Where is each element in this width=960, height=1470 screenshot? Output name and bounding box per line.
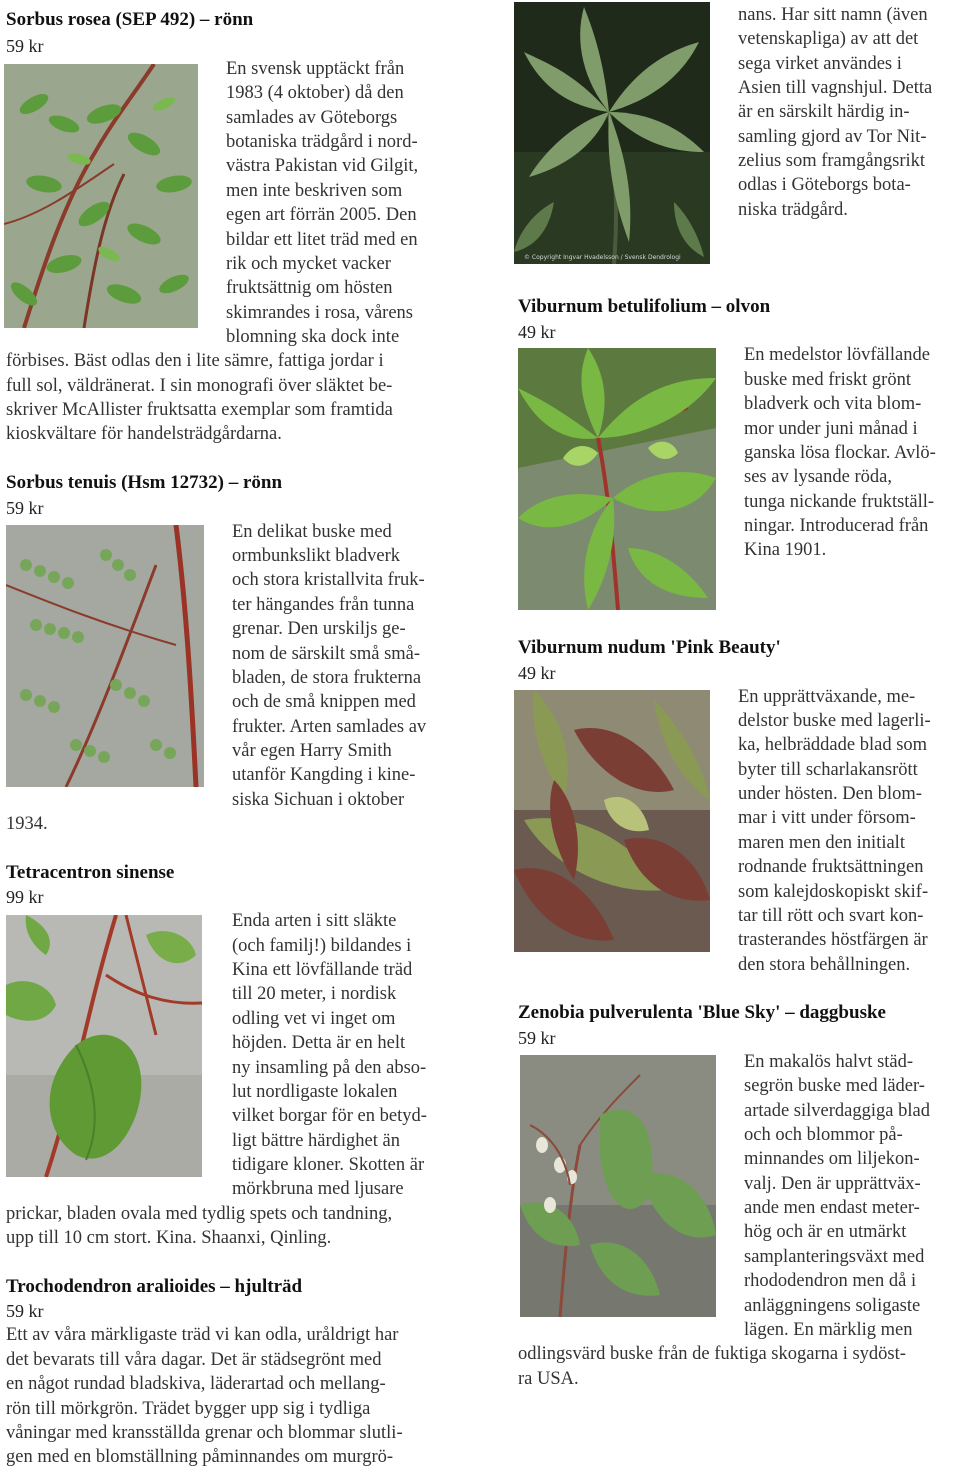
zenobia-line-14: ra USA. [518, 1369, 579, 1389]
sorbus-rosea-line-8: bildar ett litet träd med en [226, 230, 418, 250]
sorbus-tenuis-line-6: nom de särskilt små små- [232, 644, 421, 664]
zenobia-line-8: hög och är en utmärkt [744, 1222, 907, 1242]
tetracentron-line-9: vilket borgar för en betyd- [232, 1106, 427, 1126]
zenobia-line-11: anläggningens soligaste [744, 1296, 921, 1316]
zenobia-title: Zenobia pulverulenta 'Blue Sky' – daggbuske [518, 1002, 886, 1023]
trochodendron-cont-line-2: vetenskapliga) av att det [738, 29, 919, 49]
sorbus-rosea-line-15: skriver McAllister fruktsatta exemplar som framtida [6, 400, 393, 420]
tetracentron-line-5: odling vet vi inget om [232, 1009, 396, 1029]
trochodendron-line-2: det bevarats till våra dagar. Det är städsegrönt med [6, 1350, 382, 1370]
trochodendron-cont-line-1: nans. Har sitt namn (även [738, 5, 928, 25]
viburnum-betulifolium-line-4: mor under juni månad i [744, 419, 918, 439]
sorbus-rosea-price: 59 kr [6, 36, 44, 56]
viburnum-nudum-line-12: den stora behållningen. [738, 955, 911, 975]
viburnum-betulifolium-line-1: En medelstor lövfällande [744, 345, 930, 365]
trochodendron-cont-line-8: odlas i Göteborgs bota- [738, 175, 911, 195]
tetracentron-line-14: upp till 10 cm stort. Kina. Shaanxi, Qinling. [6, 1228, 332, 1248]
sorbus-rosea-line-4: botaniska trädgård i nord- [226, 132, 418, 152]
trochodendron-price: 59 kr [6, 1301, 44, 1321]
sorbus-tenuis-line-7: bladen, de stora frukterna [232, 668, 422, 688]
sorbus-tenuis-line-5: grenar. Den urskiljs ge- [232, 619, 406, 639]
viburnum-nudum-line-9: som kalejdoskopiskt skif- [738, 882, 929, 902]
tetracentron-line-12: mörkbruna med ljusare [232, 1179, 404, 1199]
trochodendron-cont-line-5: är en särskilt härdig in- [738, 102, 910, 122]
trochodendron-cont-line-7: zelius som framgångsrikt [738, 151, 926, 171]
viburnum-betulifolium-line-9: Kina 1901. [744, 540, 827, 560]
sorbus-tenuis-line-2: ormbunkslikt bladverk [232, 546, 401, 566]
sorbus-tenuis-line-1: En delikat buske med [232, 522, 392, 542]
trochodendron-title: Trochodendron aralioides – hjulträd [6, 1276, 303, 1297]
sorbus-tenuis-photo [6, 525, 204, 787]
sorbus-rosea-line-9: rik och mycket vacker [226, 254, 391, 274]
tetracentron-line-7: ny insamling på den abso- [232, 1058, 427, 1078]
tetracentron-line-8: lut nordligaste lokalen [232, 1082, 398, 1102]
viburnum-nudum-line-1: En upprättväxande, me- [738, 687, 916, 707]
viburnum-betulifolium-line-3: bladverk och vita blom- [744, 394, 922, 414]
zenobia-line-10: rhododendron men då i [744, 1271, 917, 1291]
trochodendron-line-4: rön till mörkgrön. Trädet bygger upp sig i tydliga [6, 1399, 371, 1419]
zenobia-line-1: En makalös halvt städ- [744, 1052, 914, 1072]
trochodendron-photo [514, 2, 710, 264]
trochodendron-cont-line-9: niska trädgård. [738, 200, 848, 220]
zenobia-line-6: valj. Den är upprättväx- [744, 1174, 921, 1194]
tetracentron-price: 99 kr [6, 887, 44, 907]
sorbus-rosea-line-10: fruktsättnig om hösten [226, 278, 393, 298]
zenobia-line-4: och och blommor på- [744, 1125, 903, 1145]
trochodendron-cont-line-3: sega virket användes i [738, 54, 902, 74]
viburnum-nudum-price: 49 kr [518, 663, 556, 683]
sorbus-tenuis-price: 59 kr [6, 498, 44, 518]
viburnum-nudum-title: Viburnum nudum 'Pink Beauty' [518, 637, 781, 658]
sorbus-rosea-line-12: blomning ska dock inte [226, 327, 400, 347]
sorbus-tenuis-line-4: ter hängandes från tunna [232, 595, 415, 615]
tetracentron-photo [6, 915, 202, 1177]
viburnum-nudum-line-7: maren men den initialt [738, 833, 905, 853]
sorbus-tenuis-line-11: utanför Kangding i kine- [232, 765, 416, 785]
viburnum-betulifolium-price: 49 kr [518, 322, 556, 342]
tetracentron-line-10: ligt bättre härdighet än [232, 1131, 400, 1151]
sorbus-tenuis-line-10: vår egen Harry Smith [232, 741, 392, 761]
tetracentron-line-6: höjden. Detta är en helt [232, 1033, 406, 1053]
sorbus-rosea-line-6: men inte beskriven som [226, 181, 403, 201]
sorbus-rosea-line-13: förbises. Bäst odlas den i lite sämre, fattiga jordar i [6, 351, 384, 371]
sorbus-rosea-line-3: samlades av Göteborgs [226, 108, 398, 128]
tetracentron-line-3: Kina ett lövfällande träd [232, 960, 413, 980]
zenobia-line-3: artade silverdaggiga blad [744, 1101, 930, 1121]
sorbus-rosea-line-1: En svensk upptäckt från [226, 59, 405, 79]
viburnum-nudum-line-2: delstor buske med lagerli- [738, 711, 931, 731]
zenobia-line-13: odlingsvärd buske från de fuktiga skogarna i sydöst- [518, 1344, 906, 1364]
trochodendron-cont-line-4: Asien till vagnshjul. Detta [738, 78, 933, 98]
tetracentron-line-1: Enda arten i sitt släkte [232, 911, 397, 931]
viburnum-betulifolium-title: Viburnum betulifolium – olvon [518, 296, 771, 317]
tetracentron-line-2: (och familj!) bildandes i [232, 936, 412, 956]
tetracentron-title: Tetracentron sinense [6, 862, 175, 883]
trochodendron-cont-line-6: samling gjord av Tor Nit- [738, 127, 927, 147]
zenobia-price: 59 kr [518, 1028, 556, 1048]
zenobia-photo [520, 1055, 716, 1317]
trochodendron-line-5: våningar med kransställda grenar och blommar slutli- [6, 1423, 403, 1443]
sorbus-rosea-line-14: full sol, väldränerat. I sin monografi över släktet be- [6, 376, 393, 396]
sorbus-rosea-line-5: västra Pakistan vid Gilgit, [226, 156, 419, 176]
viburnum-nudum-line-8: rodnande fruktsättningen [738, 857, 924, 877]
sorbus-tenuis-line-9: frukter. Arten samlades av [232, 717, 427, 737]
viburnum-betulifolium-line-5: ganska lösa flockar. Avlö- [744, 443, 936, 463]
sorbus-rosea-title: Sorbus rosea (SEP 492) – rönn [6, 9, 254, 30]
trochodendron-line-1: Ett av våra märkligaste träd vi kan odla, uråldrigt har [6, 1325, 399, 1345]
zenobia-line-9: samplanteringsväxt med [744, 1247, 925, 1267]
trochodendron-photo-copyright: © Copyright Ingvar Hvadelsson / Svensk Dendrologi [524, 254, 681, 261]
sorbus-tenuis-line-8: och de små knippen med [232, 692, 416, 712]
sorbus-rosea-line-2: 1983 (4 oktober) då den [226, 83, 404, 103]
viburnum-nudum-line-4: byter till scharlakansrött [738, 760, 918, 780]
viburnum-nudum-photo [514, 690, 710, 952]
trochodendron-line-3: en något rundad bladskiva, läderartad och mellang- [6, 1374, 386, 1394]
viburnum-betulifolium-photo [518, 348, 716, 610]
sorbus-rosea-photo [4, 64, 198, 328]
viburnum-betulifolium-line-7: tunga nickande fruktställ- [744, 492, 935, 512]
viburnum-betulifolium-line-8: ningar. Introducerad från [744, 516, 929, 536]
sorbus-rosea-line-7: egen art förrän 2005. Den [226, 205, 417, 225]
trochodendron-line-6: gen med en blomställning påminnandes om murgrö- [6, 1447, 394, 1467]
viburnum-nudum-line-5: under hösten. Den blom- [738, 784, 922, 804]
viburnum-nudum-line-3: ka, helbräddade blad som [738, 735, 928, 755]
zenobia-line-7: ande men endast meter- [744, 1198, 920, 1218]
zenobia-line-12: lägen. En märklig men [744, 1320, 913, 1340]
sorbus-rosea-line-16: kioskvältare för handelsträdgårdarna. [6, 424, 282, 444]
tetracentron-line-4: till 20 meter, i nordisk [232, 984, 397, 1004]
zenobia-line-2: segrön buske med läder- [744, 1076, 925, 1096]
sorbus-tenuis-line-13: 1934. [6, 814, 48, 834]
sorbus-tenuis-line-12: siska Sichuan i oktober [232, 790, 405, 810]
zenobia-line-5: minnandes om liljekon- [744, 1149, 920, 1169]
viburnum-nudum-line-6: mar i vitt under försom- [738, 808, 916, 828]
tetracentron-line-11: tidigare kloner. Skotten är [232, 1155, 425, 1175]
viburnum-nudum-line-11: trasterandes höstfärgen är [738, 930, 928, 950]
sorbus-rosea-line-11: skimrandes i rosa, vårens [226, 303, 414, 323]
sorbus-tenuis-line-3: och stora kristallvita fruk- [232, 570, 425, 590]
viburnum-betulifolium-line-6: ses av lysande röda, [744, 467, 892, 487]
tetracentron-line-13: prickar, bladen ovala med tydlig spets och tandning, [6, 1204, 393, 1224]
sorbus-tenuis-title: Sorbus tenuis (Hsm 12732) – rönn [6, 472, 283, 493]
viburnum-nudum-line-10: tar till rött och svart kon- [738, 906, 924, 926]
viburnum-betulifolium-line-2: buske med friskt grönt [744, 370, 911, 390]
